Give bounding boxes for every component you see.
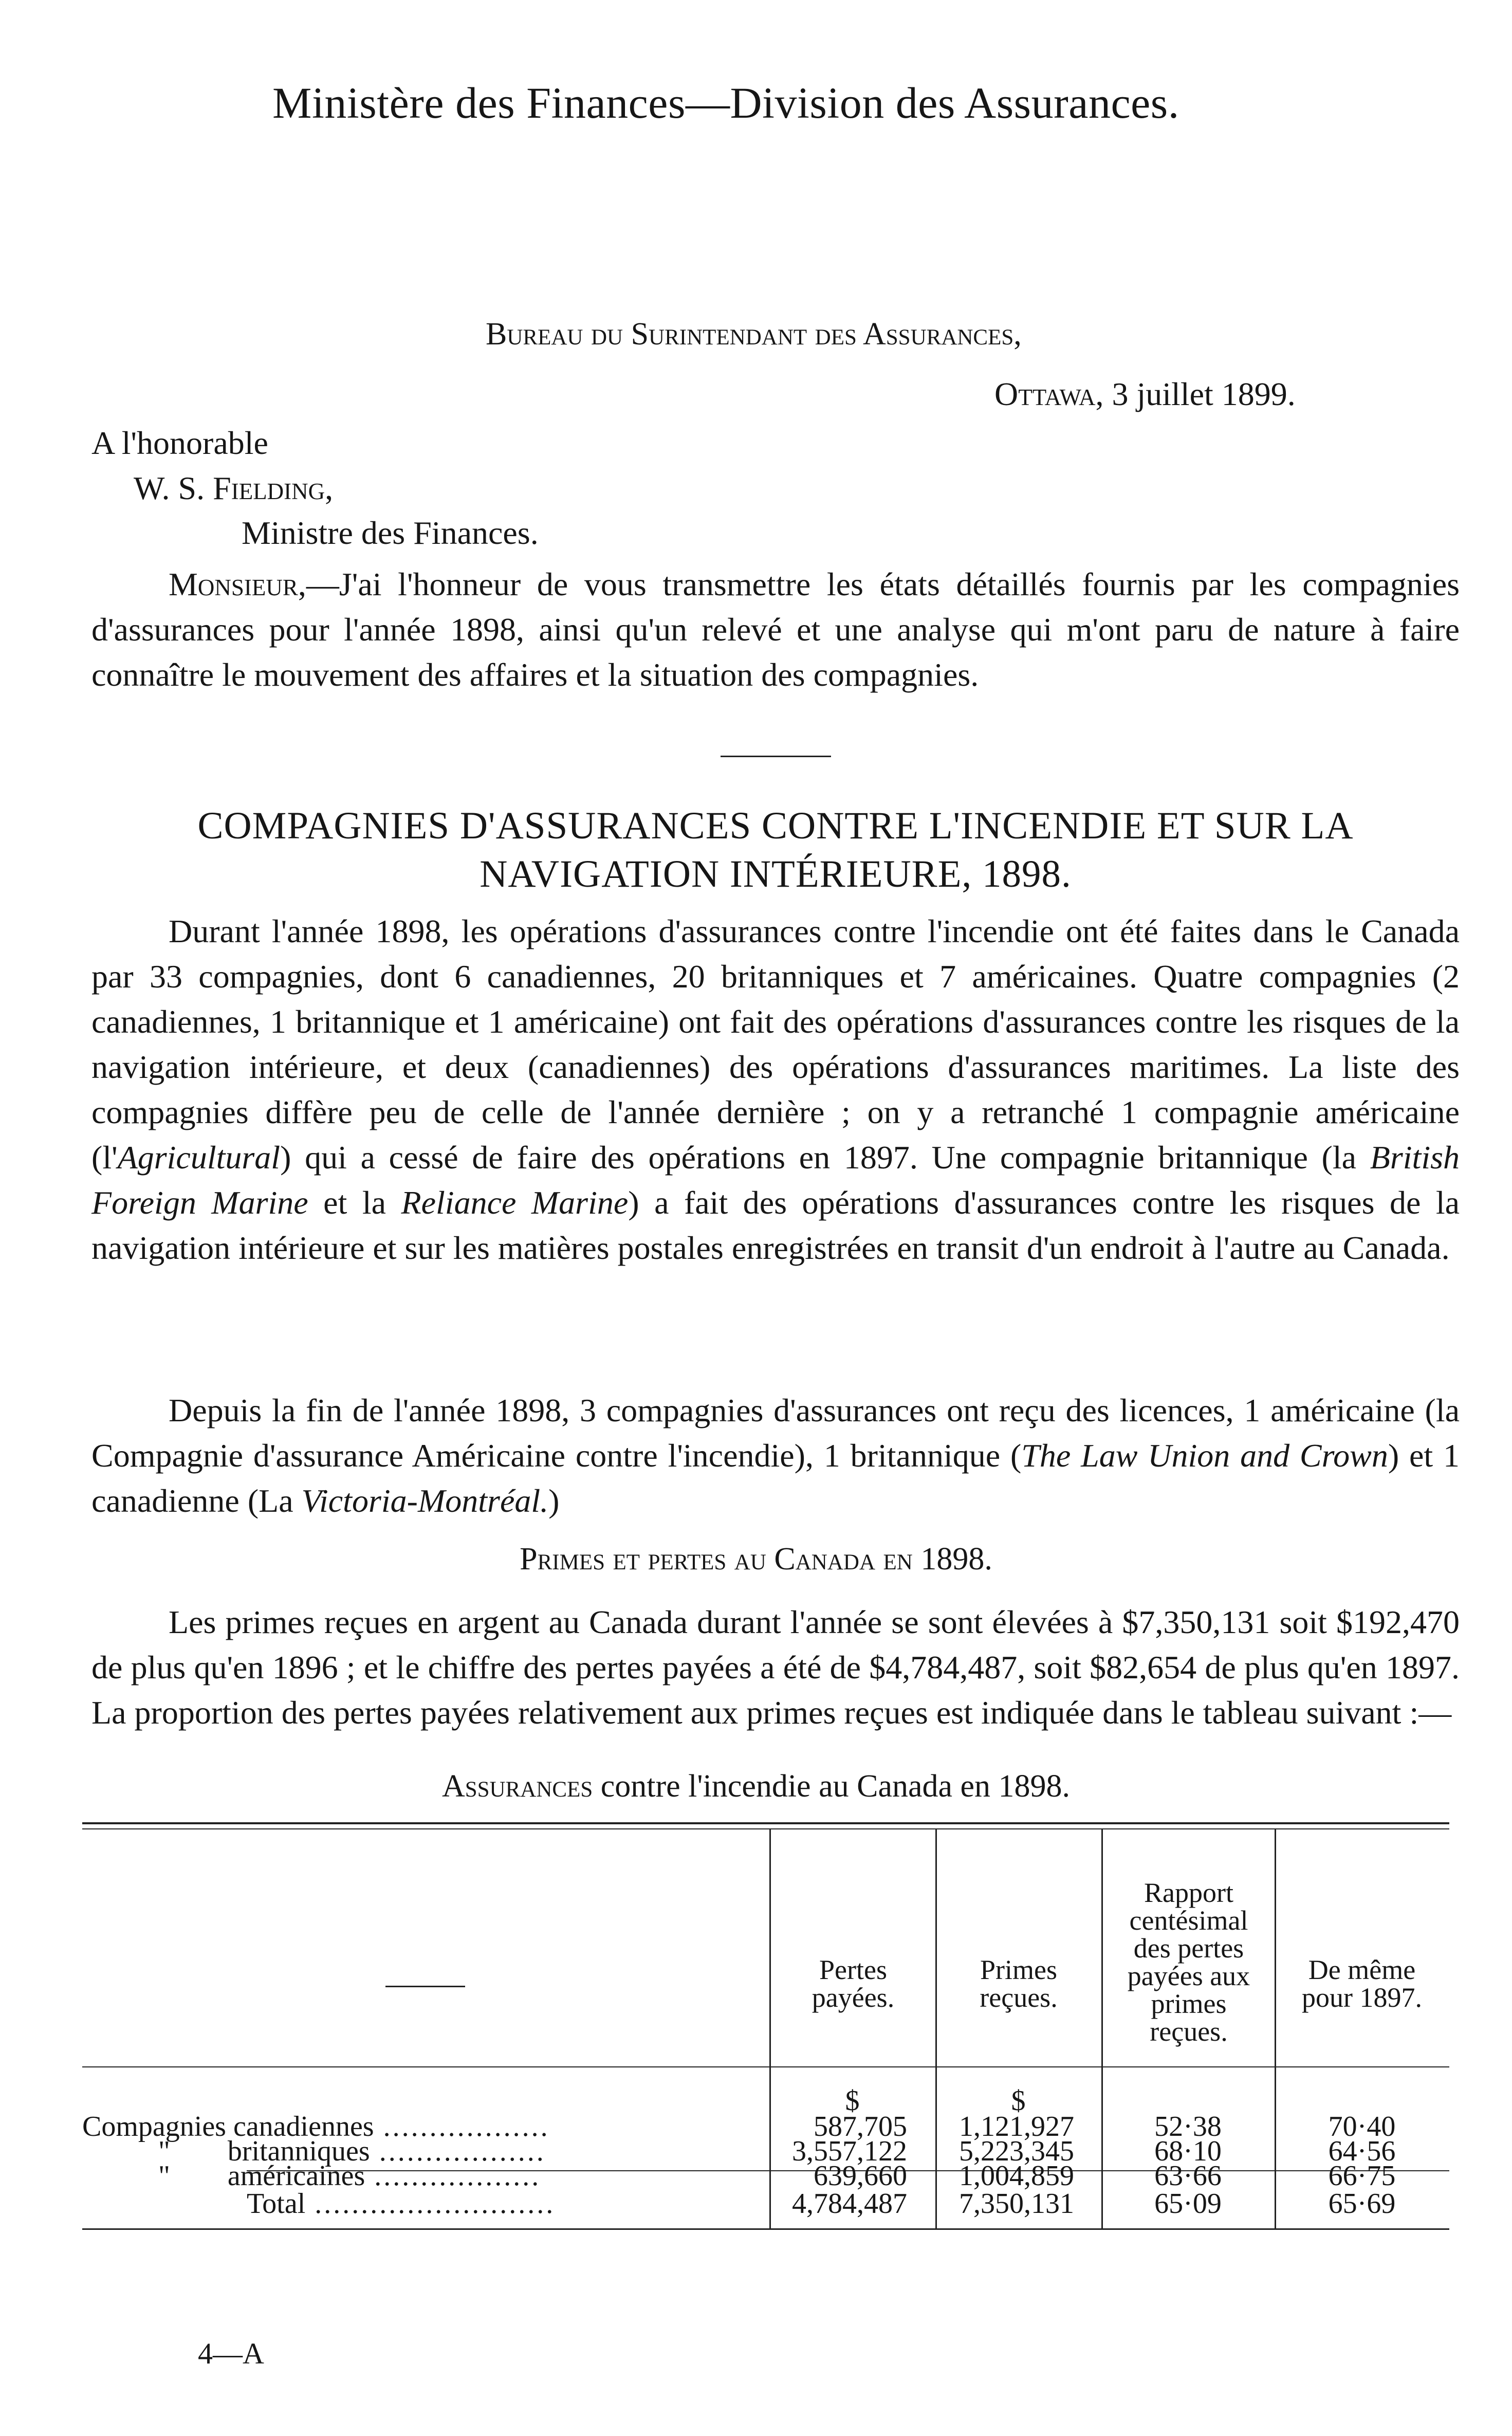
total-pertes: 4,784,487 [792,2188,907,2220]
row-label-text: " britanniques [144,2135,370,2167]
header-primes: Primes reçues. [980,1954,1058,2013]
address-name: Fielding, [213,470,334,506]
signature-mark: 4—A [198,2337,264,2370]
paragraph-1 [91,909,1460,1271]
address-line-3: Ministre des Finances. [242,515,539,551]
unit-primes: $ [1011,2085,1026,2117]
letter-paragraph [91,562,1460,698]
header-rapport: Rapport centésimal des pertes payées aux primes reçues. [1127,1877,1250,2047]
cell-pertes: 3,557,122 [792,2135,907,2167]
row-label-britanniques: " britanniques .................. [144,2135,546,2167]
table-caption-rest: contre l'incendie au Canada en 1898. [593,1769,1071,1804]
p1-text-a: Durant l'année 1898, les opérations d'assurances contre l'incendie ont été faites dans le Canada par 33 compagnies, dont 6 canadiennes, 20 britanniques et 7 américaines. Quatre compagnies (2 canadiennes, 1 britannique et 1 américaine) ont fait des opérations d'assurances contre les risques de la navigation intérieure, et deux (canadiennes) des opérations d'assurances maritimes. La liste des compagnies diffère peu de celle de l'année dernière ; on y a retranché 1 compagnie américaine (l' [91,913,1460,1176]
cell-rapport: 63·66 [1154,2160,1222,2192]
fire-insurance-table [82,1822,1449,2233]
separator-rule [721,756,831,757]
table-top-rule [82,1822,1449,1824]
p2-text-b: ) et 1 canadienne (La [91,1437,1460,1519]
cell-primes: 1,004,859 [959,2160,1074,2192]
cell-meme: 70·40 [1328,2111,1396,2142]
cell-primes: 1,121,927 [959,2111,1074,2142]
p2-italic-law-union: The Law Union and Crown [1021,1437,1388,1474]
cell-pertes: 587,705 [814,2111,907,2142]
row-label-text: Compagnies canadiennes [82,2111,374,2142]
p2-text-c: ) [548,1482,560,1519]
total-rapport: 65·09 [1154,2188,1222,2220]
p2-text-a: Depuis la fin de l'année 1898, 3 compagnies d'assurances ont reçu des licences, 1 américaine (la Compagnie d'assurance Américaine contre l'incendie), 1 britannique ( [91,1392,1460,1474]
row-label-total: Total .......................... [247,2188,556,2220]
p2-italic-victoria-montreal: Victoria-Montréal. [301,1482,549,1519]
cell-pertes: 639,660 [814,2160,907,2192]
p1-italic-reliance-marine: Reliance Marine [401,1184,629,1221]
header-pertes: Pertes payées. [812,1954,895,2013]
place: Ottawa, [994,376,1104,412]
unit-pertes: $ [845,2085,860,2117]
total-meme: 65·69 [1328,2188,1396,2220]
total-label-text: Total [247,2188,306,2220]
running-head: Ministère des Finances—Division des Assurances. [272,78,1179,127]
cell-primes: 5,223,345 [959,2135,1074,2167]
address-line-2 [134,469,333,507]
p1-text-d: ) a fait des opérations d'assurances contre les risques de la navigation intérieure et sur les matières postales enregistrées en transit d'un endroit à l'autre au Canada. [91,1184,1460,1266]
primes-heading: Primes et pertes au Canada en 1898. [520,1542,992,1577]
row-label-americaines: " américaines .................. [144,2160,541,2192]
paragraph-3: Les primes reçues en argent au Canada durant l'année se sont élevées à $7,350,131 soit $192,470 de plus qu'en 1896 ; et le chiffre des pertes payées a été de $4,784,487, soit $82,654 de plus qu'en 1897. La proportion des pertes payées relativement aux primes reçues est indiquée dans le tableau suivant :— [91,1604,1460,1731]
cell-rapport: 68·10 [1154,2135,1222,2167]
cell-rapport: 52·38 [1154,2111,1222,2142]
p1-text-c: et la [308,1184,401,1221]
letter-text: —J'ai l'honneur de vous transmettre les états détaillés fournis par les compagnies d'assurances pour l'année 1898, ainsi qu'un relevé et une analyse qui m'ont paru de nature à faire connaître le mouvement des affaires et la situation des compagnies. [91,566,1460,693]
cell-meme: 64·56 [1328,2135,1396,2167]
table-top-rule-thin [82,1828,1449,1829]
table-caption-smallcaps: Assurances [441,1769,593,1804]
table-caption [0,1768,1512,1805]
table-bottom-rule [82,2228,1449,2230]
salutation: Monsieur, [169,566,306,602]
p1-italic-british-foreign-marine: British Foreign Marine [91,1139,1460,1221]
header-meme: De même pour 1897. [1302,1954,1422,2013]
p1-text-b: ) qui a cessé de faire des opérations en 1897. Une compagnie britannique (la [280,1139,1370,1176]
paragraph-2 [91,1388,1460,1524]
table-header-rule [82,2066,1449,2067]
p1-italic-agricultural: Agricultural [117,1139,281,1176]
row-label-canadiennes: Compagnies canadiennes .................. [82,2111,550,2142]
row-label-text: " américaines [144,2160,365,2192]
date: 3 juillet 1899. [1112,376,1296,412]
section-title: COMPAGNIES D'ASSURANCES CONTRE L'INCENDIE ET SUR LA NAVIGATION INTÉRIEURE, 1898. [197,804,1354,895]
place-date-line [994,375,1296,413]
cell-meme: 66·75 [1328,2160,1396,2192]
address-line-1: A l'honorable [91,425,268,461]
total-primes: 7,350,131 [959,2188,1074,2220]
address-initials: W. S. [134,470,205,506]
bureau-line: Bureau du Surintendant des Assurances, [486,317,1022,352]
header-dash [385,1986,465,1987]
